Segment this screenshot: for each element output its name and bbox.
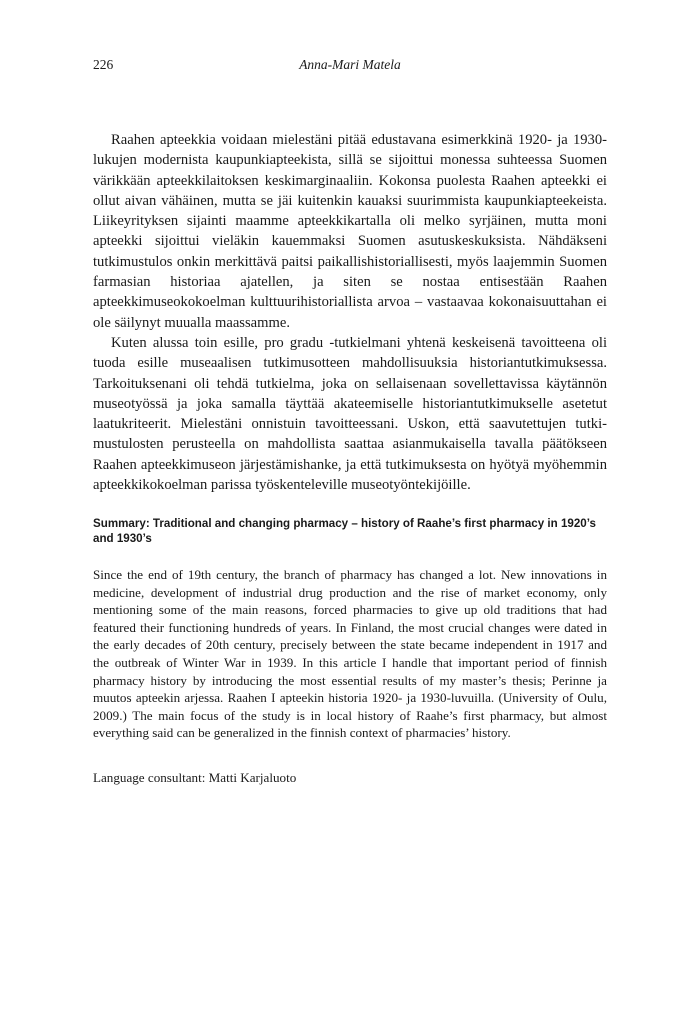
body-paragraph-1: Raahen apteekkia voidaan mielestäni pitää edustavana esimerkkinä 1920- ja 1930-lukujen modernista kaupunkiapteekista, sillä se sijoittui monessa suhteessa Suomen värikkään apteekkilaitoksen keskimarginaaliin. Kokonsa puolesta Raahen apteekki ei ollut aivan vähäinen, mutta se jäi kuitenkin kauaksi suurimmista kaupunkiapteekeista. Liikeyrityksen sijainti maamme apteekkikartalla oli melko syrjäinen, mutta moni apteekki sijoittui vieläkin kauemmaksi Suomen asutuskeskuksista. Nähdäkseni tutkimustulos onkin merkittävä paitsi paikallishistoriallisesti, myös laajemmin Suomen farmasian historiaa ajatellen, ja siten se nostaa entisestään Raahen apteekkimuseokokoelman kulttuurihistoriallista arvoa – vastaavaa kokonaisuuttahan ei ole säilynyt muualla maassamme.	[93, 132, 607, 331]
summary-heading: Summary: Traditional and changing pharmacy – history of Raahe’s first pharmacy in 1920’s and 1930’s	[93, 517, 596, 545]
running-header	[93, 57, 607, 73]
running-head-author: Anna-Mari Matela	[299, 57, 401, 72]
body-text	[93, 130, 607, 495]
page-number: 226	[93, 57, 114, 72]
body-paragraph-2: Kuten alussa toin esille, pro gradu -tutkielmani yhtenä keskeisenä tavoitteena oli tuoda esille museaalisen tutkimusotteen mahdollisuuksia historiantutkimuksessa. Tarkoituksenani oli tehdä tutkielma, joka on sellaisenaan sovellettavissa käytännön museotyössä ja joka samalla täyttää akateemiselle historiantutkimukselle asetetut laatukriteerit. Mielestäni onnistuin tavoitteessani. Uskon, että saavutettujen tutkimustulosten perusteella on mahdollista saattaa asianmukaisella tavalla päätökseen Raahen apteekkimuseon järjestämishanke, ja että tutkimuksesta on hyötyä myöhemmin apteekkikokoelman parissa työskenteleville museotyöntekijöille.	[93, 334, 607, 494]
language-consultant-note: Language consultant: Matti Karjaluoto	[93, 770, 297, 785]
summary-paragraph: Since the end of 19th century, the branch of pharmacy has changed a lot. New innovations in medicine, development of industrial drug production and the rise of market economy, only mentioning some of the main reasons, forced pharmacies to give up old traditions that had featured their functioning hundreds of years. In Finland, the most crucial changes were dated in the early decades of 20th century, precisely between the state became independent in 1917 and the outbreak of Winter War in 1939. In this article I handle that important period of finnish pharmacy history by introducing the most essential results of my master’s thesis; Perinne ja muutos apteekin arjessa. Raahen I apteekin historia 1920- ja 1930-luvuilla. (University of Oulu, 2009.) The main focus of the study is in local history of Raahe’s first pharmacy, but almost everything said can be generalized in the finnish context of pharmacies’ history.	[93, 567, 607, 741]
